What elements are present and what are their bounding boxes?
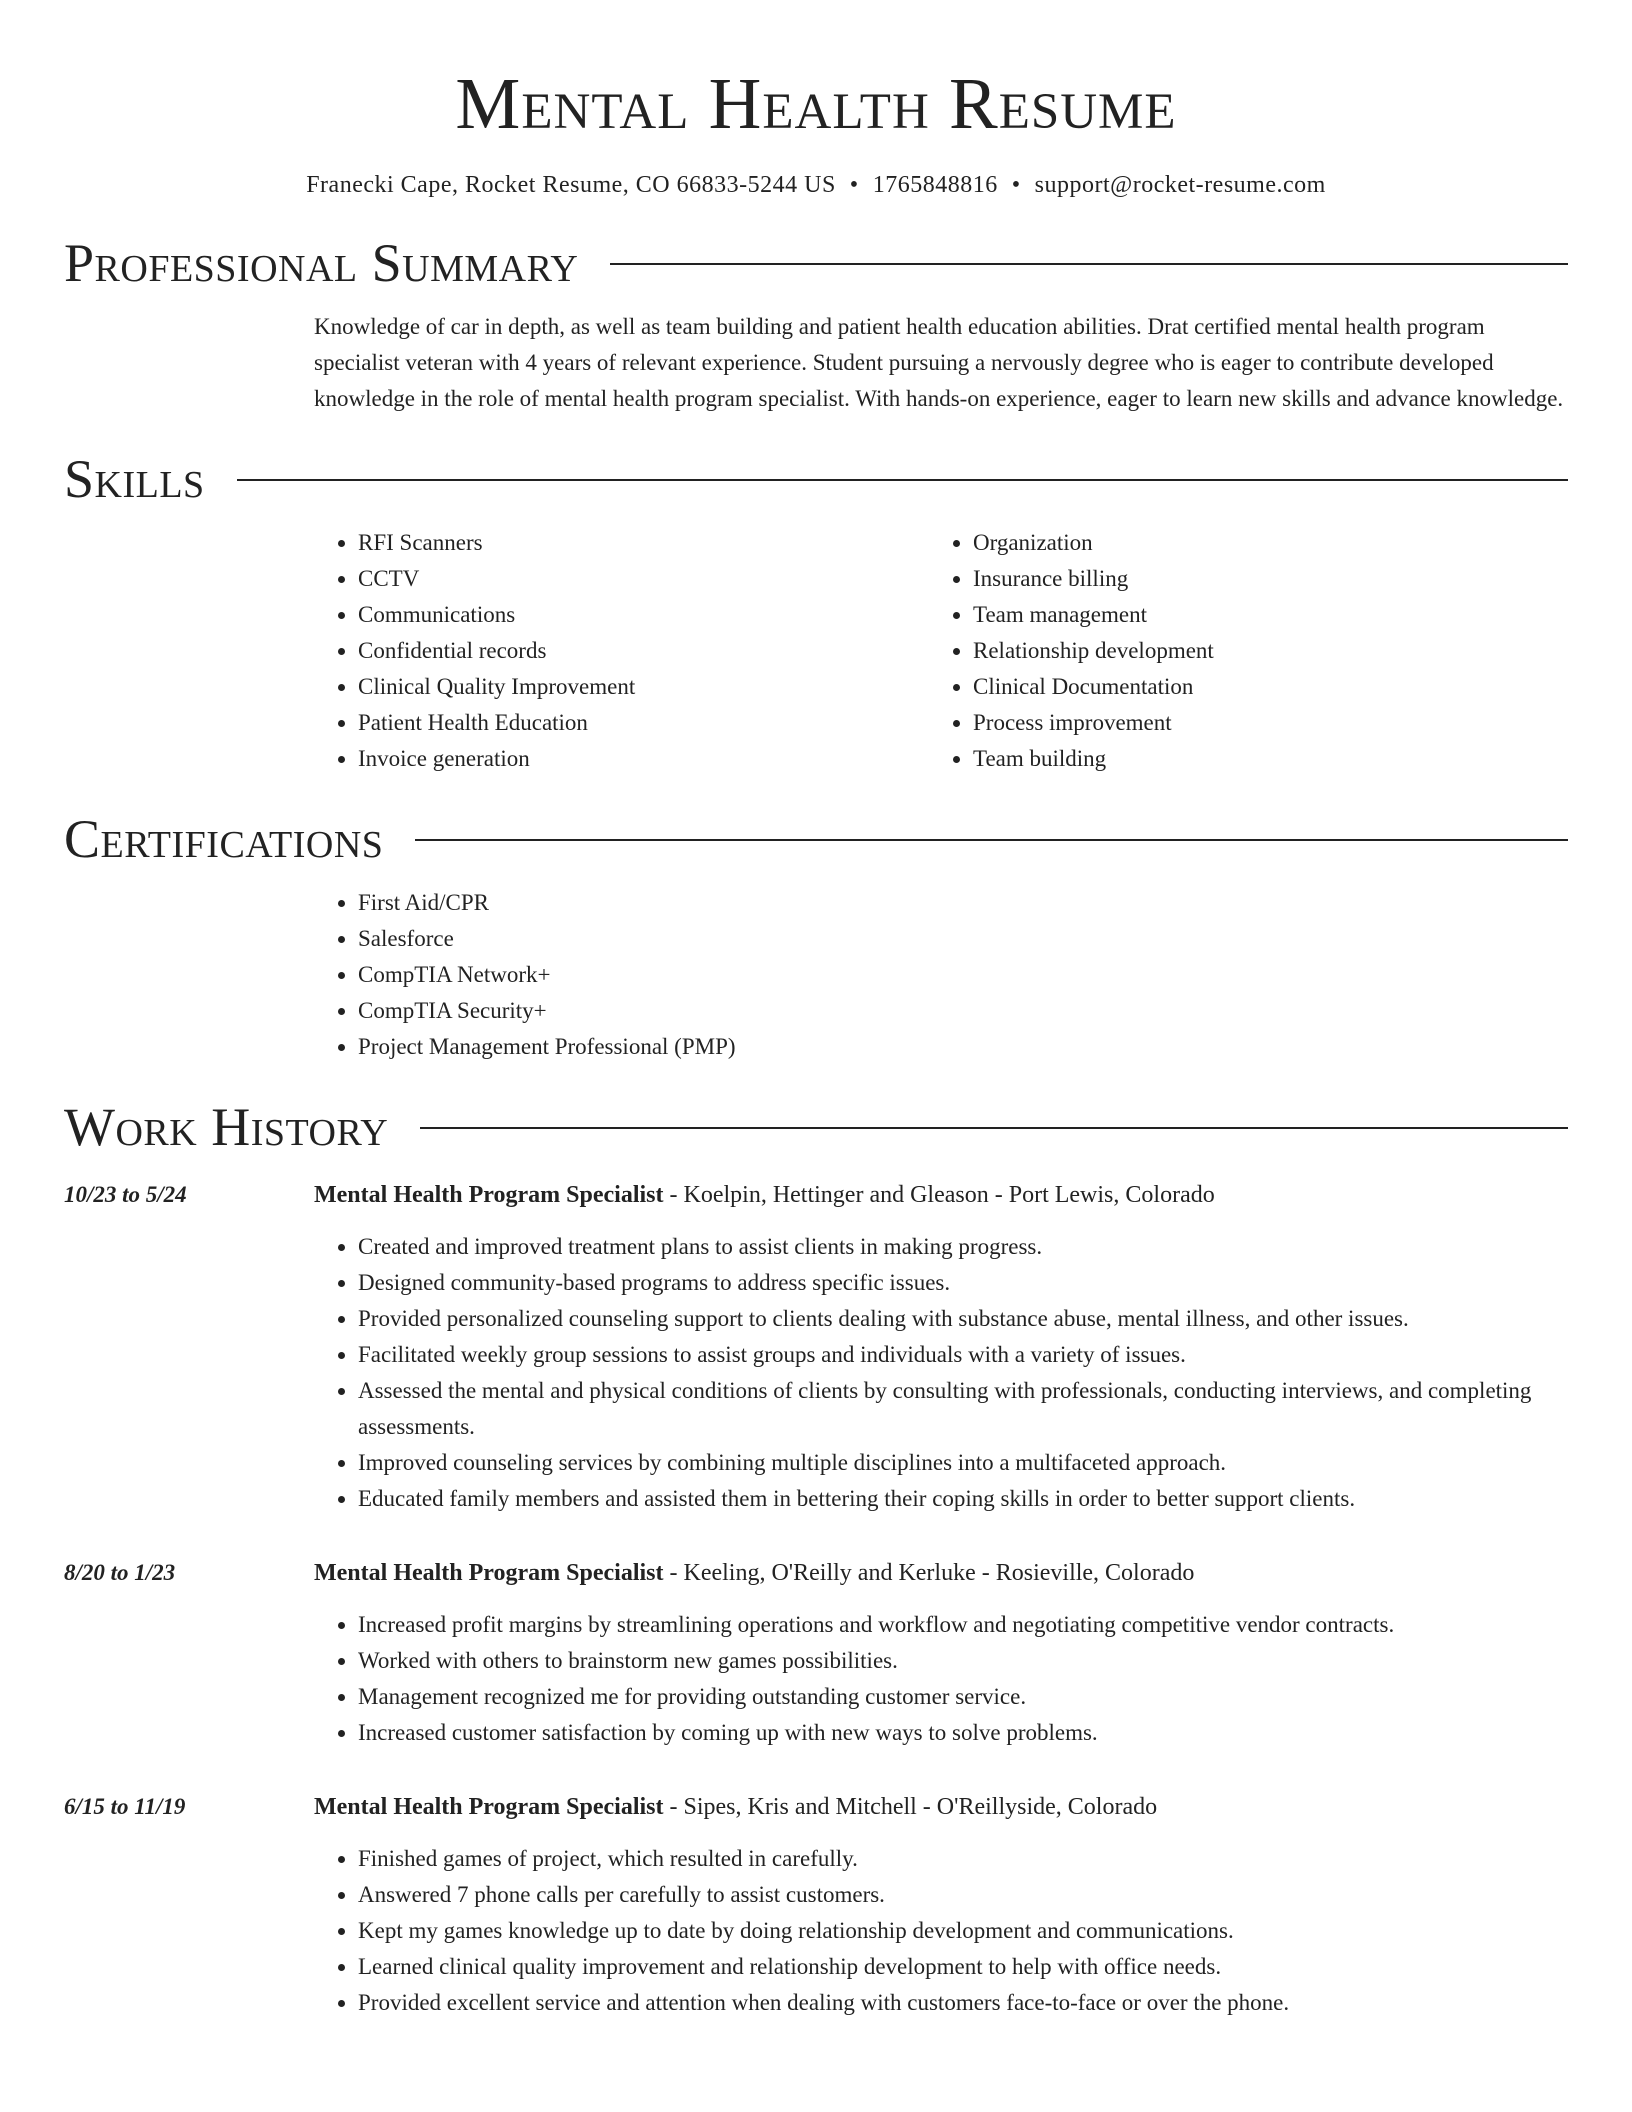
skills-column-left — [314, 525, 929, 777]
job-bullets — [314, 1607, 1568, 1751]
work-history-list — [64, 1177, 1568, 2021]
contact-separator: • — [1011, 172, 1021, 198]
job-bullet: • Educated family members and assisted them in bettering their coping skills in order to better support clients. — [358, 1481, 1568, 1517]
skills-column-right — [929, 525, 1544, 777]
job-entry — [64, 1177, 1568, 1517]
skill-item: • Insurance billing — [973, 561, 1544, 597]
job-body — [314, 1555, 1568, 1751]
job-title-line — [314, 1789, 1568, 1825]
contact-address: Franecki Cape, Rocket Resume, CO 66833-5244 US — [306, 172, 836, 198]
certifications-heading: Certifications — [64, 809, 384, 869]
job-bullet: • Learned clinical quality improvement and relationship development to help with office needs. — [358, 1949, 1568, 1985]
certification-item: • First Aid/CPR — [358, 885, 1568, 921]
summary-heading: Professional Summary — [64, 233, 579, 293]
job-bullet: • Management recognized me for providing outstanding customer service. — [358, 1679, 1568, 1715]
skill-item: • Confidential records — [358, 633, 929, 669]
skills-list — [314, 525, 1568, 777]
job-dates: 8/20 to 1/23 — [64, 1560, 176, 1585]
section-divider — [420, 1127, 1568, 1129]
job-bullet: • Increased customer satisfaction by coming up with new ways to solve problems. — [358, 1715, 1568, 1751]
job-bullet: • Provided personalized counseling support to clients dealing with substance abuse, mental illness, and other issues. — [358, 1301, 1568, 1337]
skills-left-list — [314, 525, 929, 777]
section-divider — [610, 263, 1568, 265]
job-bullet: • Increased profit margins by streamlining operations and workflow and negotiating competitive vendor contracts. — [358, 1607, 1568, 1643]
job-title: Mental Health Program Specialist — [314, 1182, 664, 1208]
job-employer-location: - Keeling, O'Reilly and Kerluke - Rosieville, Colorado — [663, 1560, 1195, 1586]
skill-item: • Relationship development — [973, 633, 1544, 669]
job-bullet: • Facilitated weekly group sessions to assist groups and individuals with a variety of issues. — [358, 1337, 1568, 1373]
skill-item: • RFI Scanners — [358, 525, 929, 561]
certification-item: • Project Management Professional (PMP) — [358, 1029, 1568, 1065]
skill-item: • Communications — [358, 597, 929, 633]
job-title-line — [314, 1177, 1568, 1213]
certifications-section-header — [64, 807, 1568, 871]
job-dates: 10/23 to 5/24 — [64, 1182, 187, 1207]
contact-separator: • — [849, 172, 859, 198]
work-section-header — [64, 1095, 1568, 1159]
job-entry — [64, 1555, 1568, 1751]
job-bullets — [314, 1841, 1568, 2021]
skill-item: • Patient Health Education — [358, 705, 929, 741]
job-bullet: • Designed community-based programs to address specific issues. — [358, 1265, 1568, 1301]
job-bullet: • Finished games of project, which resulted in carefully. — [358, 1841, 1568, 1877]
job-body — [314, 1177, 1568, 1517]
skill-item: • Invoice generation — [358, 741, 929, 777]
job-title: Mental Health Program Specialist — [314, 1794, 664, 1820]
work-heading: Work History — [64, 1097, 389, 1157]
job-bullets — [314, 1229, 1568, 1517]
certification-item: • Salesforce — [358, 921, 1568, 957]
contact-phone: 1765848816 — [872, 172, 998, 198]
job-title: Mental Health Program Specialist — [314, 1560, 664, 1586]
job-entry — [64, 1789, 1568, 2021]
certification-item: • CompTIA Network+ — [358, 957, 1568, 993]
section-divider — [237, 479, 1568, 481]
skill-item: • Organization — [973, 525, 1544, 561]
job-title-line — [314, 1555, 1568, 1591]
skills-heading: Skills — [64, 449, 205, 509]
skill-item: • CCTV — [358, 561, 929, 597]
certifications-list — [314, 885, 1568, 1065]
job-bullet: • Improved counseling services by combining multiple disciplines into a multifaceted approach. — [358, 1445, 1568, 1481]
job-bullet: • Answered 7 phone calls per carefully to assist customers. — [358, 1877, 1568, 1913]
skill-item: • Process improvement — [973, 705, 1544, 741]
summary-section-header — [64, 231, 1568, 295]
resume-title: Mental Health Resume — [455, 63, 1177, 144]
job-bullet: • Worked with others to brainstorm new games possibilities. — [358, 1643, 1568, 1679]
skill-item: • Clinical Documentation — [973, 669, 1544, 705]
section-divider — [415, 839, 1568, 841]
job-employer-location: - Sipes, Kris and Mitchell - O'Reillyside, Colorado — [663, 1794, 1158, 1820]
skills-section-header — [64, 447, 1568, 511]
contact-email: support@rocket-resume.com — [1034, 172, 1326, 198]
job-bullet: • Kept my games knowledge up to date by doing relationship development and communications. — [358, 1913, 1568, 1949]
job-bullet: • Created and improved treatment plans to assist clients in making progress. — [358, 1229, 1568, 1265]
skill-item: • Team building — [973, 741, 1544, 777]
job-employer-location: - Koelpin, Hettinger and Gleason - Port Lewis, Colorado — [663, 1182, 1215, 1208]
summary-text: Knowledge of car in depth, as well as team building and patient health education abilities. Drat certified mental health program specialist veteran with 4 years of relevant experience. Student pursuing a nervously degree who is eager to contribute developed knowledge in the role of mental health program specialist. With hands-on experience, eager to learn new skills and advance knowledge. — [314, 314, 1564, 411]
skills-right-list — [929, 525, 1544, 777]
job-dates: 6/15 to 11/19 — [64, 1794, 186, 1819]
skill-item: • Team management — [973, 597, 1544, 633]
skill-item: • Clinical Quality Improvement — [358, 669, 929, 705]
certifications-items — [314, 885, 1568, 1065]
job-bullet: • Assessed the mental and physical conditions of clients by consulting with professionals, conducting interviews, and completing assessments. — [358, 1373, 1568, 1445]
certification-item: • CompTIA Security+ — [358, 993, 1568, 1029]
job-bullet: • Provided excellent service and attention when dealing with customers face-to-face or over the phone. — [358, 1985, 1568, 2021]
job-body — [314, 1789, 1568, 2021]
contact-line — [64, 172, 1568, 199]
